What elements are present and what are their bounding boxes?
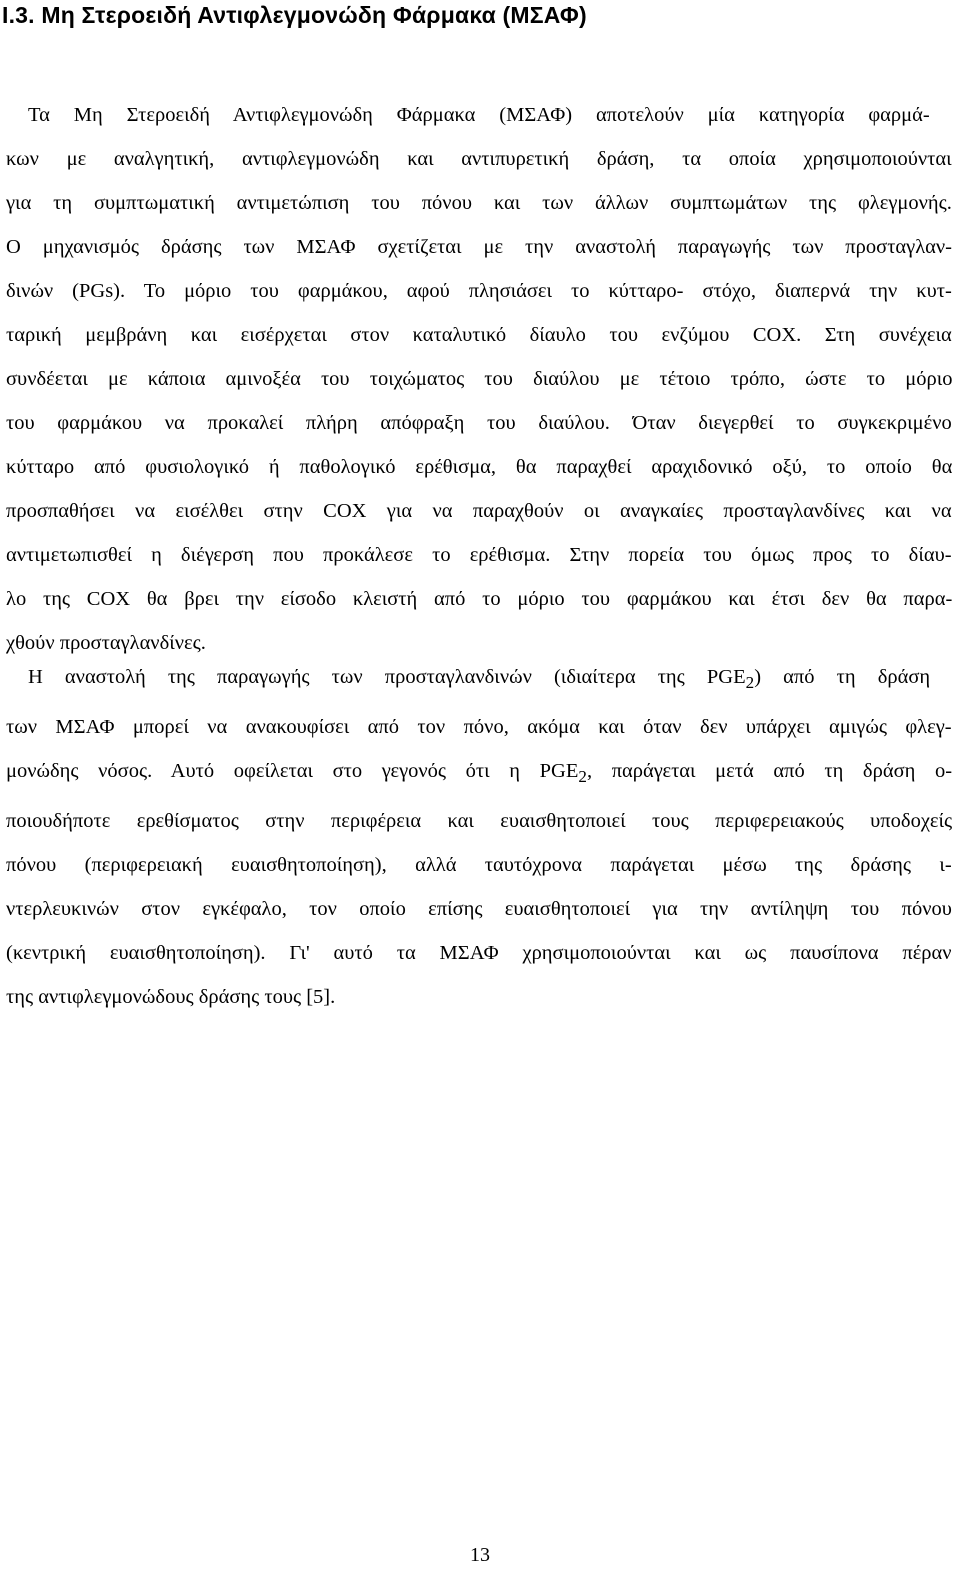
text-line: κων με αναλγητική, αντιφλεγμονώδη και αντιπυρετική δράση, τα οποία χρησιμοποιούνται — [6, 148, 952, 170]
text-line: δινών (PGs). Το μόριο του φαρμάκου, αφού πλησιάσει το κύτταρο- στόχο, διαπερνά την κυτ- — [6, 280, 952, 302]
text-line: ταρική μεμβράνη και εισέρχεται στον καταλυτικό δίαυλο του ενζύμου COX. Στη συνέχεια — [6, 324, 952, 346]
text-line: λο της COX θα βρει την είσοδο κλειστή από το μόριο του φαρμάκου και έτσι δεν θα παρα- — [6, 588, 953, 610]
text-line: ποιουδήποτε ερεθίσματος στην περιφέρεια και ευαισθητοποιεί τους περιφερειακούς υποδοχείς — [6, 810, 953, 833]
text-line: (κεντρική ευαισθητοποίηση). Γι' αυτό τα ΜΣΑΦ χρησιμοποιούνται και ως παυσίπονα πέραν — [6, 942, 952, 965]
paragraph-pain-relief — [6, 655, 952, 1019]
text-line: της αντιφλεγμονώδους δράσης τους [5]. — [6, 986, 336, 1009]
text-line — [6, 655, 952, 705]
text-line: των ΜΣΑΦ μπορεί να ανακουφίσει από τον πόνο, ακόμα και όταν δεν υπάρχει αμιγώς φλεγ- — [6, 716, 952, 739]
text-line: συνδέεται με κάποια αμινοξέα του τοιχώματος του διαύλου με τέτοιο τρόπο, ώστε το μόριο — [6, 368, 953, 390]
text-line: Τα Μη Στεροειδή Αντιφλεγμονώδη Φάρμακα (ΜΣΑΦ) αποτελούν μία κατηγορία φαρμά- — [28, 104, 930, 126]
text-line: Ο μηχανισμός δράσης των ΜΣΑΦ σχετίζεται με την αναστολή παραγωγής των προσταγλαν- — [6, 236, 953, 258]
text-segment: Η αναστολή της παραγωγής των προσταγλανδινών (ιδιαίτερα της PGE — [28, 666, 746, 688]
page-number: 13 — [470, 1544, 490, 1566]
text-line: κύτταρο από φυσιολογικό ή παθολογικό ερέθισμα, θα παραχθεί αραχιδονικό οξύ, το οποίο θα — [6, 456, 953, 478]
subscript: 2 — [745, 673, 755, 693]
text-line: πόνου (περιφερειακή ευαισθητοποίηση), αλλά ταυτόχρονα παράγεται μέσω της δράσης ι- — [6, 854, 952, 877]
text-line: αντιμετωπισθεί η διέγερση που προκάλεσε το ερέθισμα. Στην πορεία του όμως προς το δίαυ- — [6, 544, 952, 566]
text-segment: , παράγεται μετά από τη δράση ο- — [586, 760, 953, 783]
text-line — [6, 749, 952, 799]
text-line: για τη συμπτωματική αντιμετώπιση του πόνου και των άλλων συμπτωμάτων της φλεγμονής. — [6, 192, 952, 214]
subscript: 2 — [578, 767, 587, 787]
text-segment: ) από τη δράση — [754, 666, 931, 688]
text-segment: μονώδης νόσος. Αυτό οφείλεται στο γεγονός ότι η PGE — [6, 760, 579, 783]
section-heading: I.3. Μη Στεροειδή Αντιφλεγμονώδη Φάρμακα (ΜΣΑΦ) — [2, 2, 587, 28]
paragraph-mechanism — [6, 93, 952, 665]
text-line: χθούν προσταγλανδίνες. — [6, 632, 206, 654]
text-line: προσπαθήσει να εισέλθει στην COX για να παραχθούν οι αναγκαίες προσταγλανδίνες και να — [6, 500, 952, 522]
text-line: του φαρμάκου να προκαλεί πλήρη απόφραξη του διαύλου. Όταν διεγερθεί το συγκεκριμένο — [6, 412, 952, 434]
text-line: ντερλευκινών στον εγκέφαλο, τον οποίο επίσης ευαισθητοποιεί για την αντίληψη του πόνου — [6, 898, 952, 921]
